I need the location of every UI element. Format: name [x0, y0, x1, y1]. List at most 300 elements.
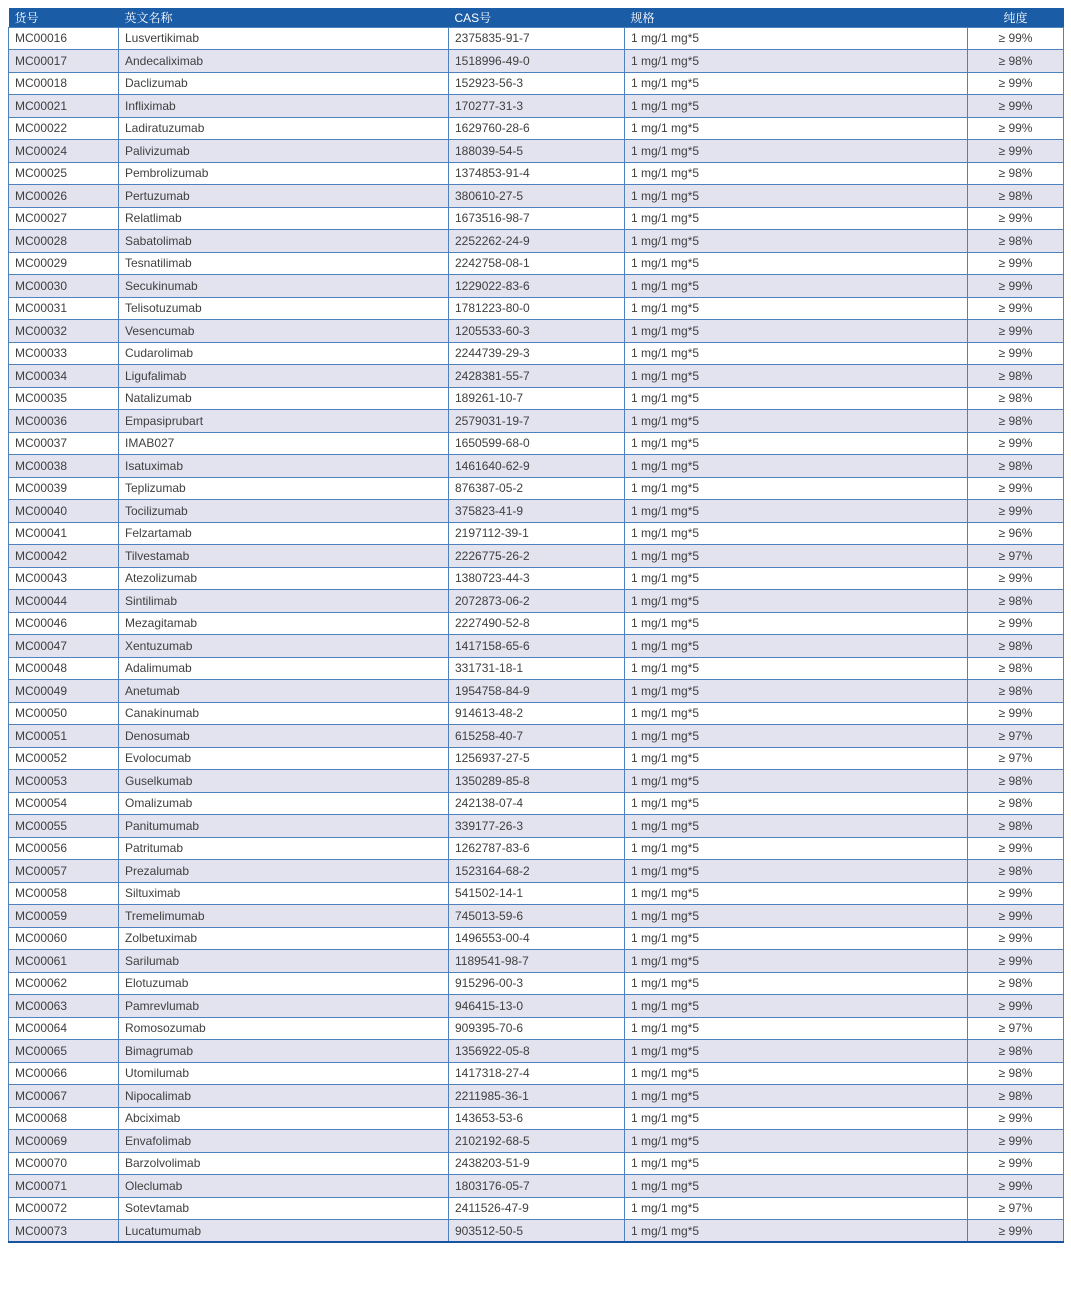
cell-english-name: Siltuximab — [119, 882, 449, 905]
table-row — [9, 252, 1064, 275]
cell-item-no: MC00056 — [9, 837, 119, 860]
cell-cas-no: 152923-56-3 — [449, 72, 625, 95]
cell-spec: 1 mg/1 mg*5 — [625, 1085, 968, 1108]
table-row — [9, 725, 1064, 748]
cell-item-no: MC00048 — [9, 657, 119, 680]
cell-purity: ≥ 99% — [968, 27, 1064, 50]
cell-spec: 1 mg/1 mg*5 — [625, 972, 968, 995]
cell-spec: 1 mg/1 mg*5 — [625, 657, 968, 680]
table-row — [9, 657, 1064, 680]
cell-item-no: MC00028 — [9, 230, 119, 253]
cell-item-no: MC00057 — [9, 860, 119, 883]
cell-spec: 1 mg/1 mg*5 — [625, 770, 968, 793]
cell-purity: ≥ 99% — [968, 882, 1064, 905]
cell-item-no: MC00017 — [9, 50, 119, 73]
cell-item-no: MC00033 — [9, 342, 119, 365]
cell-cas-no: 1205533-60-3 — [449, 320, 625, 343]
cell-cas-no: 242138-07-4 — [449, 792, 625, 815]
cell-english-name: Bimagrumab — [119, 1040, 449, 1063]
cell-purity: ≥ 99% — [968, 252, 1064, 275]
table-row — [9, 500, 1064, 523]
cell-cas-no: 2375835-91-7 — [449, 27, 625, 50]
cell-cas-no: 1461640-62-9 — [449, 455, 625, 478]
cell-cas-no: 1262787-83-6 — [449, 837, 625, 860]
cell-spec: 1 mg/1 mg*5 — [625, 950, 968, 973]
cell-english-name: Tremelimumab — [119, 905, 449, 928]
cell-item-no: MC00043 — [9, 567, 119, 590]
cell-purity: ≥ 98% — [968, 410, 1064, 433]
table-row — [9, 1220, 1064, 1243]
cell-purity: ≥ 98% — [968, 680, 1064, 703]
cell-english-name: Mezagitamab — [119, 612, 449, 635]
cell-english-name: Panitumumab — [119, 815, 449, 838]
cell-purity: ≥ 97% — [968, 1197, 1064, 1220]
cell-english-name: IMAB027 — [119, 432, 449, 455]
cell-spec: 1 mg/1 mg*5 — [625, 320, 968, 343]
cell-cas-no: 1523164-68-2 — [449, 860, 625, 883]
cell-cas-no: 745013-59-6 — [449, 905, 625, 928]
cell-item-no: MC00049 — [9, 680, 119, 703]
table-row — [9, 27, 1064, 50]
cell-cas-no: 1356922-05-8 — [449, 1040, 625, 1063]
cell-spec: 1 mg/1 mg*5 — [625, 95, 968, 118]
cell-purity: ≥ 98% — [968, 792, 1064, 815]
cell-cas-no: 915296-00-3 — [449, 972, 625, 995]
cell-spec: 1 mg/1 mg*5 — [625, 635, 968, 658]
cell-english-name: Pertuzumab — [119, 185, 449, 208]
table-row — [9, 590, 1064, 613]
header-row — [9, 8, 1064, 27]
cell-spec: 1 mg/1 mg*5 — [625, 230, 968, 253]
cell-purity: ≥ 98% — [968, 657, 1064, 680]
cell-spec: 1 mg/1 mg*5 — [625, 140, 968, 163]
cell-cas-no: 1350289-85-8 — [449, 770, 625, 793]
cell-purity: ≥ 99% — [968, 995, 1064, 1018]
cell-english-name: Sarilumab — [119, 950, 449, 973]
table-row — [9, 297, 1064, 320]
cell-spec: 1 mg/1 mg*5 — [625, 1152, 968, 1175]
cell-spec: 1 mg/1 mg*5 — [625, 162, 968, 185]
table-row — [9, 72, 1064, 95]
cell-purity: ≥ 99% — [968, 140, 1064, 163]
cell-spec: 1 mg/1 mg*5 — [625, 702, 968, 725]
cell-cas-no: 331731-18-1 — [449, 657, 625, 680]
cell-item-no: MC00053 — [9, 770, 119, 793]
cell-purity: ≥ 99% — [968, 500, 1064, 523]
table-row — [9, 860, 1064, 883]
cell-cas-no: 2428381-55-7 — [449, 365, 625, 388]
cell-cas-no: 2102192-68-5 — [449, 1130, 625, 1153]
cell-cas-no: 1629760-28-6 — [449, 117, 625, 140]
cell-cas-no: 1189541-98-7 — [449, 950, 625, 973]
cell-english-name: Infliximab — [119, 95, 449, 118]
cell-cas-no: 1374853-91-4 — [449, 162, 625, 185]
cell-english-name: Canakinumab — [119, 702, 449, 725]
cell-item-no: MC00061 — [9, 950, 119, 973]
cell-item-no: MC00066 — [9, 1062, 119, 1085]
cell-cas-no: 2197112-39-1 — [449, 522, 625, 545]
cell-item-no: MC00041 — [9, 522, 119, 545]
cell-item-no: MC00032 — [9, 320, 119, 343]
cell-english-name: Evolocumab — [119, 747, 449, 770]
cell-english-name: Atezolizumab — [119, 567, 449, 590]
cell-cas-no: 1380723-44-3 — [449, 567, 625, 590]
cell-spec: 1 mg/1 mg*5 — [625, 1040, 968, 1063]
cell-item-no: MC00026 — [9, 185, 119, 208]
cell-item-no: MC00029 — [9, 252, 119, 275]
cell-spec: 1 mg/1 mg*5 — [625, 185, 968, 208]
cell-cas-no: 903512-50-5 — [449, 1220, 625, 1243]
cell-item-no: MC00025 — [9, 162, 119, 185]
cell-item-no: MC00034 — [9, 365, 119, 388]
cell-spec: 1 mg/1 mg*5 — [625, 455, 968, 478]
table-row — [9, 545, 1064, 568]
column-header-purity: 纯度 — [968, 8, 1064, 27]
cell-cas-no: 1650599-68-0 — [449, 432, 625, 455]
cell-item-no: MC00064 — [9, 1017, 119, 1040]
cell-cas-no: 2411526-47-9 — [449, 1197, 625, 1220]
table-row — [9, 1085, 1064, 1108]
cell-purity: ≥ 99% — [968, 1130, 1064, 1153]
cell-item-no: MC00052 — [9, 747, 119, 770]
cell-item-no: MC00051 — [9, 725, 119, 748]
table-row — [9, 1197, 1064, 1220]
cell-english-name: Abciximab — [119, 1107, 449, 1130]
cell-purity: ≥ 99% — [968, 950, 1064, 973]
cell-english-name: Xentuzumab — [119, 635, 449, 658]
cell-item-no: MC00060 — [9, 927, 119, 950]
cell-purity: ≥ 99% — [968, 1175, 1064, 1198]
cell-english-name: Utomilumab — [119, 1062, 449, 1085]
table-row — [9, 1175, 1064, 1198]
cell-english-name: Denosumab — [119, 725, 449, 748]
cell-spec: 1 mg/1 mg*5 — [625, 207, 968, 230]
cell-item-no: MC00046 — [9, 612, 119, 635]
cell-item-no: MC00047 — [9, 635, 119, 658]
cell-item-no: MC00030 — [9, 275, 119, 298]
table-row — [9, 50, 1064, 73]
cell-purity: ≥ 98% — [968, 972, 1064, 995]
cell-purity: ≥ 98% — [968, 162, 1064, 185]
table-row — [9, 1017, 1064, 1040]
column-header-spec: 规格 — [625, 8, 968, 27]
cell-english-name: Adalimumab — [119, 657, 449, 680]
cell-cas-no: 380610-27-5 — [449, 185, 625, 208]
cell-english-name: Sotevtamab — [119, 1197, 449, 1220]
cell-cas-no: 1954758-84-9 — [449, 680, 625, 703]
cell-item-no: MC00062 — [9, 972, 119, 995]
cell-purity: ≥ 98% — [968, 1085, 1064, 1108]
cell-english-name: Pamrevlumab — [119, 995, 449, 1018]
table-row — [9, 612, 1064, 635]
cell-purity: ≥ 98% — [968, 860, 1064, 883]
cell-item-no: MC00031 — [9, 297, 119, 320]
cell-item-no: MC00024 — [9, 140, 119, 163]
cell-item-no: MC00021 — [9, 95, 119, 118]
cell-purity: ≥ 99% — [968, 432, 1064, 455]
table-row — [9, 1107, 1064, 1130]
cell-item-no: MC00040 — [9, 500, 119, 523]
cell-spec: 1 mg/1 mg*5 — [625, 612, 968, 635]
cell-spec: 1 mg/1 mg*5 — [625, 882, 968, 905]
table-row — [9, 117, 1064, 140]
cell-purity: ≥ 99% — [968, 927, 1064, 950]
cell-item-no: MC00038 — [9, 455, 119, 478]
cell-cas-no: 375823-41-9 — [449, 500, 625, 523]
cell-purity: ≥ 99% — [968, 207, 1064, 230]
cell-cas-no: 615258-40-7 — [449, 725, 625, 748]
cell-cas-no: 541502-14-1 — [449, 882, 625, 905]
cell-spec: 1 mg/1 mg*5 — [625, 725, 968, 748]
cell-item-no: MC00039 — [9, 477, 119, 500]
cell-english-name: Lusvertikimab — [119, 27, 449, 50]
cell-item-no: MC00058 — [9, 882, 119, 905]
cell-purity: ≥ 99% — [968, 702, 1064, 725]
cell-cas-no: 1781223-80-0 — [449, 297, 625, 320]
cell-spec: 1 mg/1 mg*5 — [625, 1107, 968, 1130]
cell-english-name: Teplizumab — [119, 477, 449, 500]
cell-purity: ≥ 97% — [968, 545, 1064, 568]
cell-english-name: Oleclumab — [119, 1175, 449, 1198]
cell-item-no: MC00050 — [9, 702, 119, 725]
cell-item-no: MC00035 — [9, 387, 119, 410]
cell-spec: 1 mg/1 mg*5 — [625, 680, 968, 703]
table-row — [9, 635, 1064, 658]
cell-cas-no: 188039-54-5 — [449, 140, 625, 163]
table-row — [9, 815, 1064, 838]
cell-cas-no: 143653-53-6 — [449, 1107, 625, 1130]
table-row — [9, 95, 1064, 118]
cell-english-name: Prezalumab — [119, 860, 449, 883]
cell-spec: 1 mg/1 mg*5 — [625, 1130, 968, 1153]
cell-purity: ≥ 98% — [968, 455, 1064, 478]
cell-spec: 1 mg/1 mg*5 — [625, 905, 968, 928]
cell-english-name: Tilvestamab — [119, 545, 449, 568]
cell-cas-no: 189261-10-7 — [449, 387, 625, 410]
cell-english-name: Felzartamab — [119, 522, 449, 545]
cell-english-name: Ladiratuzumab — [119, 117, 449, 140]
cell-spec: 1 mg/1 mg*5 — [625, 837, 968, 860]
table-row — [9, 365, 1064, 388]
cell-spec: 1 mg/1 mg*5 — [625, 275, 968, 298]
cell-spec: 1 mg/1 mg*5 — [625, 72, 968, 95]
cell-purity: ≥ 99% — [968, 342, 1064, 365]
cell-purity: ≥ 97% — [968, 1017, 1064, 1040]
cell-spec: 1 mg/1 mg*5 — [625, 410, 968, 433]
cell-item-no: MC00037 — [9, 432, 119, 455]
cell-english-name: Telisotuzumab — [119, 297, 449, 320]
table-row — [9, 432, 1064, 455]
cell-item-no: MC00044 — [9, 590, 119, 613]
table-row — [9, 995, 1064, 1018]
cell-item-no: MC00069 — [9, 1130, 119, 1153]
table-row — [9, 477, 1064, 500]
cell-spec: 1 mg/1 mg*5 — [625, 297, 968, 320]
cell-item-no: MC00063 — [9, 995, 119, 1018]
table-row — [9, 455, 1064, 478]
cell-purity: ≥ 98% — [968, 230, 1064, 253]
cell-spec: 1 mg/1 mg*5 — [625, 747, 968, 770]
table-row — [9, 522, 1064, 545]
cell-purity: ≥ 99% — [968, 905, 1064, 928]
cell-cas-no: 1256937-27-5 — [449, 747, 625, 770]
column-header-cas-no: CAS号 — [449, 8, 625, 27]
cell-purity: ≥ 98% — [968, 635, 1064, 658]
cell-english-name: Barzolvolimab — [119, 1152, 449, 1175]
cell-cas-no: 2242758-08-1 — [449, 252, 625, 275]
table-row — [9, 747, 1064, 770]
cell-cas-no: 876387-05-2 — [449, 477, 625, 500]
cell-item-no: MC00068 — [9, 1107, 119, 1130]
cell-purity: ≥ 99% — [968, 1220, 1064, 1243]
table-row — [9, 905, 1064, 928]
cell-purity: ≥ 99% — [968, 1152, 1064, 1175]
cell-cas-no: 2244739-29-3 — [449, 342, 625, 365]
cell-cas-no: 909395-70-6 — [449, 1017, 625, 1040]
cell-spec: 1 mg/1 mg*5 — [625, 1017, 968, 1040]
cell-purity: ≥ 98% — [968, 1062, 1064, 1085]
cell-purity: ≥ 99% — [968, 1107, 1064, 1130]
cell-cas-no: 914613-48-2 — [449, 702, 625, 725]
cell-cas-no: 2252262-24-9 — [449, 230, 625, 253]
cell-spec: 1 mg/1 mg*5 — [625, 500, 968, 523]
cell-item-no: MC00042 — [9, 545, 119, 568]
table-row — [9, 230, 1064, 253]
cell-english-name: Patritumab — [119, 837, 449, 860]
cell-cas-no: 2226775-26-2 — [449, 545, 625, 568]
cell-english-name: Palivizumab — [119, 140, 449, 163]
cell-spec: 1 mg/1 mg*5 — [625, 1175, 968, 1198]
cell-spec: 1 mg/1 mg*5 — [625, 927, 968, 950]
cell-english-name: Omalizumab — [119, 792, 449, 815]
cell-english-name: Sabatolimab — [119, 230, 449, 253]
table-row — [9, 162, 1064, 185]
cell-cas-no: 339177-26-3 — [449, 815, 625, 838]
cell-spec: 1 mg/1 mg*5 — [625, 815, 968, 838]
table-row — [9, 1062, 1064, 1085]
table-row — [9, 837, 1064, 860]
antibody-product-table — [8, 8, 1064, 1243]
table-row — [9, 770, 1064, 793]
cell-spec: 1 mg/1 mg*5 — [625, 432, 968, 455]
cell-purity: ≥ 97% — [968, 725, 1064, 748]
column-header-english-name: 英文名称 — [119, 8, 449, 27]
cell-purity: ≥ 99% — [968, 117, 1064, 140]
table-row — [9, 320, 1064, 343]
cell-item-no: MC00022 — [9, 117, 119, 140]
cell-spec: 1 mg/1 mg*5 — [625, 387, 968, 410]
cell-spec: 1 mg/1 mg*5 — [625, 27, 968, 50]
cell-english-name: Natalizumab — [119, 387, 449, 410]
cell-item-no: MC00055 — [9, 815, 119, 838]
cell-english-name: Cudarolimab — [119, 342, 449, 365]
cell-english-name: Romosozumab — [119, 1017, 449, 1040]
cell-item-no: MC00072 — [9, 1197, 119, 1220]
cell-cas-no: 1496553-00-4 — [449, 927, 625, 950]
cell-item-no: MC00073 — [9, 1220, 119, 1243]
cell-spec: 1 mg/1 mg*5 — [625, 1062, 968, 1085]
cell-cas-no: 1518996-49-0 — [449, 50, 625, 73]
cell-item-no: MC00065 — [9, 1040, 119, 1063]
cell-spec: 1 mg/1 mg*5 — [625, 545, 968, 568]
cell-purity: ≥ 98% — [968, 770, 1064, 793]
cell-item-no: MC00067 — [9, 1085, 119, 1108]
table-row — [9, 702, 1064, 725]
cell-purity: ≥ 98% — [968, 815, 1064, 838]
table-row — [9, 1152, 1064, 1175]
cell-spec: 1 mg/1 mg*5 — [625, 567, 968, 590]
table-row — [9, 792, 1064, 815]
cell-spec: 1 mg/1 mg*5 — [625, 590, 968, 613]
cell-purity: ≥ 98% — [968, 365, 1064, 388]
cell-spec: 1 mg/1 mg*5 — [625, 342, 968, 365]
cell-english-name: Nipocalimab — [119, 1085, 449, 1108]
cell-purity: ≥ 99% — [968, 275, 1064, 298]
cell-cas-no: 1417318-27-4 — [449, 1062, 625, 1085]
cell-item-no: MC00054 — [9, 792, 119, 815]
cell-purity: ≥ 98% — [968, 185, 1064, 208]
table-body — [9, 27, 1064, 1242]
cell-item-no: MC00016 — [9, 27, 119, 50]
cell-english-name: Lucatumumab — [119, 1220, 449, 1243]
cell-purity: ≥ 98% — [968, 590, 1064, 613]
cell-purity: ≥ 98% — [968, 50, 1064, 73]
cell-purity: ≥ 99% — [968, 72, 1064, 95]
cell-purity: ≥ 99% — [968, 612, 1064, 635]
table-row — [9, 680, 1064, 703]
cell-english-name: Pembrolizumab — [119, 162, 449, 185]
table-row — [9, 1130, 1064, 1153]
cell-purity: ≥ 99% — [968, 297, 1064, 320]
cell-spec: 1 mg/1 mg*5 — [625, 860, 968, 883]
cell-spec: 1 mg/1 mg*5 — [625, 522, 968, 545]
table-row — [9, 972, 1064, 995]
cell-cas-no: 170277-31-3 — [449, 95, 625, 118]
cell-english-name: Sintilimab — [119, 590, 449, 613]
cell-purity: ≥ 98% — [968, 1040, 1064, 1063]
cell-english-name: Tesnatilimab — [119, 252, 449, 275]
cell-english-name: Anetumab — [119, 680, 449, 703]
cell-spec: 1 mg/1 mg*5 — [625, 365, 968, 388]
column-header-item-no: 货号 — [9, 8, 119, 27]
cell-purity: ≥ 98% — [968, 387, 1064, 410]
cell-item-no: MC00059 — [9, 905, 119, 928]
cell-english-name: Relatlimab — [119, 207, 449, 230]
cell-purity: ≥ 99% — [968, 567, 1064, 590]
cell-spec: 1 mg/1 mg*5 — [625, 1197, 968, 1220]
cell-purity: ≥ 97% — [968, 747, 1064, 770]
table-row — [9, 410, 1064, 433]
cell-purity: ≥ 96% — [968, 522, 1064, 545]
cell-spec: 1 mg/1 mg*5 — [625, 252, 968, 275]
cell-spec: 1 mg/1 mg*5 — [625, 117, 968, 140]
cell-item-no: MC00070 — [9, 1152, 119, 1175]
cell-item-no: MC00018 — [9, 72, 119, 95]
table-row — [9, 207, 1064, 230]
cell-spec: 1 mg/1 mg*5 — [625, 995, 968, 1018]
cell-english-name: Empasiprubart — [119, 410, 449, 433]
cell-english-name: Tocilizumab — [119, 500, 449, 523]
table-header — [9, 8, 1064, 27]
cell-english-name: Guselkumab — [119, 770, 449, 793]
table-row — [9, 882, 1064, 905]
table-row — [9, 275, 1064, 298]
cell-cas-no: 2072873-06-2 — [449, 590, 625, 613]
cell-cas-no: 2579031-19-7 — [449, 410, 625, 433]
cell-spec: 1 mg/1 mg*5 — [625, 1220, 968, 1243]
cell-cas-no: 1803176-05-7 — [449, 1175, 625, 1198]
cell-english-name: Envafolimab — [119, 1130, 449, 1153]
